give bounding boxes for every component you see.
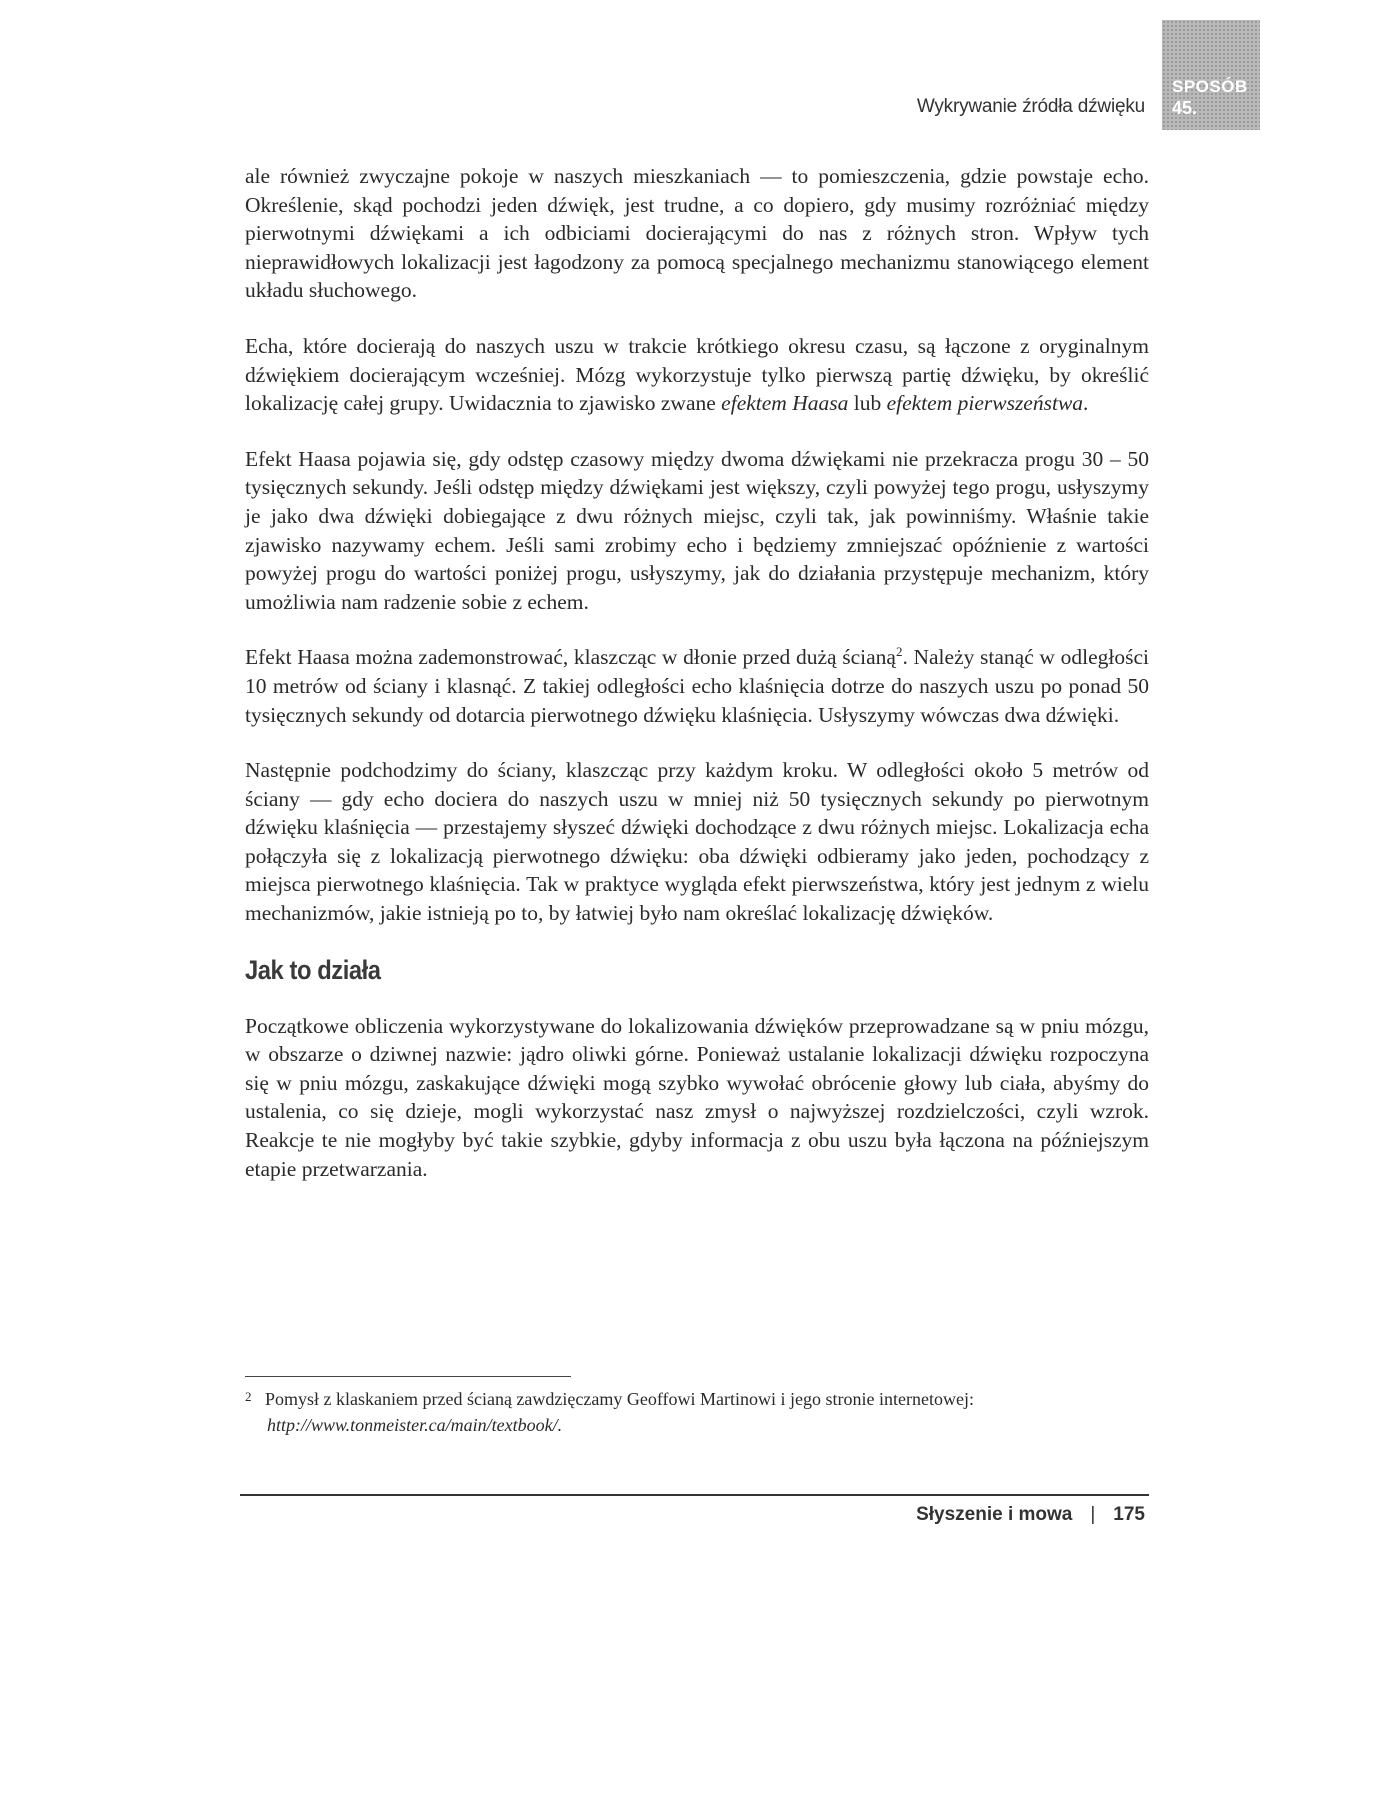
- paragraph-2-text-before: Echa, które docierają do naszych uszu w trakcie krótkiego okresu czasu, są łączone z oryginalnym dźwiękiem docierającym wcześniej. Mózg wykorzystuje tylko pierwszą partię dźwięku, by określić lokalizację całej grupy. Uwidacznia to zjawisko zwane: [245, 333, 1149, 416]
- paragraph-4: [245, 643, 1149, 729]
- footer-divider: [240, 1494, 1149, 1496]
- running-head: Wykrywanie źródła dźwięku: [916, 96, 1145, 117]
- paragraph-2-text-after: .: [1083, 391, 1089, 416]
- term-precedence-effect: efektem pierwszeństwa: [886, 391, 1084, 416]
- footer-separator: |: [1090, 1504, 1096, 1525]
- page-footer: [700, 1504, 1145, 1526]
- section-paragraph: Początkowe obliczenia wykorzystywane do lokalizowania dźwięków przeprowadzane są w pniu mózgu, w obszarze o dziwnej nazwie: jądro oliwki górne. Ponieważ ustalanie lokalizacji dźwięku rozpoczyna się w pniu mózgu, zaskakujące dźwięki mogą szybko wywołać obrócenie głowy lub ciała, abyśmy do ustalenia, co się dzieje, mogli wykorzystać nasz zmysł o najwyższej rozdzielczości, czyli wzrok. Reakcje te nie mogłyby być takie szybkie, gdyby informacja z obu uszu była łączona na późniejszym etapie przetwarzania.: [245, 1013, 1149, 1181]
- footnote-reference[interactable]: 2: [895, 644, 903, 660]
- paragraph-5: Następnie podchodzimy do ściany, klaszcząc przy każdym kroku. W odległości około 5 metrów od ściany — gdy echo dociera do naszych uszu w mniej niż 50 tysięcznych sekundy po pierwotnym dźwięku klaśnięcia — przestajemy słyszeć dźwięki dochodzące z dwu różnych miejsc. Lokalizacja echa połączyła się z lokalizacją pierwotnego dźwięku: oba dźwięki odbieramy jako jeden, pochodzący z miejsca pierwotnego klaśnięcia. Tak w praktyce wygląda efekt pierwszeństwa, który jest jednym z wielu mechanizmów, jakie istnieją po to, by łatwiej było nam określać lokalizację dźwięków.: [245, 758, 1149, 926]
- footnote: [245, 1386, 1149, 1438]
- paragraph-2: [245, 332, 1149, 418]
- badge-label: SPOSÓB: [1172, 77, 1248, 96]
- footnote-divider: [245, 1376, 571, 1377]
- page-number: 175: [1113, 1504, 1145, 1525]
- footnote-url[interactable]: http://www.tonmeister.ca/main/textbook/.: [267, 1415, 563, 1435]
- paragraph-1: ale również zwyczajne pokoje w naszych mieszkaniach — to pomieszczenia, gdzie powstaje echo. Określenie, skąd pochodzi jeden dźwięk, jest trudne, a co dopiero, gdy musimy rozróżniać między pierwotnymi dźwiękami a ich odbiciami docierającymi do nas z różnych stron. Wpływ tych nieprawidłowych lokalizacji jest łagodzony za pomocą specjalnego mechanizmu stanowiącego element układu słuchowego.: [245, 164, 1149, 303]
- term-haas-effect: efektem Haasa: [721, 391, 849, 416]
- footnote-marker: 2: [245, 1389, 252, 1404]
- paragraph-2-text-middle: lub: [848, 391, 887, 416]
- body-text: [245, 162, 1149, 1210]
- paragraph-3: Efekt Haasa pojawia się, gdy odstęp czasowy między dwoma dźwiękami nie przekracza progu 30 – 50 tysięcznych sekundy. Jeśli odstęp między dźwiękami jest większy, czyli powyżej tego progu, usłyszymy je jako dwa dźwięki dobiegające z dwu różnych miejsc, czyli tak, jak powinniśmy. Właśnie takie zjawisko nazywamy echem. Jeśli sami zrobimy echo i będziemy zmniejszać opóźnienie z wartości powyżej progu do wartości poniżej progu, usłyszymy, jak do działania przystępuje mechanizm, który umożliwia nam radzenie sobie z echem.: [245, 446, 1149, 614]
- footer-book-title: Słyszenie i mowa: [916, 1504, 1073, 1525]
- paragraph-4-text-after: . Należy stanąć w odległości 10 metrów od ściany i klasnąć. Z takiej odległości echo klaśnięcia dotrze do naszych uszu po ponad 50 tysięcznych sekundy od dotarcia pierwotnego dźwięku klaśnięcia. Usłyszymy wówczas dwa dźwięki.: [245, 645, 1149, 727]
- chapter-badge: [1162, 20, 1260, 130]
- paragraph-4-text-before: Efekt Haasa można zademonstrować, klaszcząc w dłonie przed dużą ścianą: [245, 645, 896, 670]
- section-heading: Jak to działa: [245, 954, 381, 985]
- badge-number: 45.: [1172, 98, 1198, 118]
- footnote-text: Pomysł z klaskaniem przed ścianą zawdzięczamy Geoffowi Martinowi i jego stronie internetowej:: [265, 1389, 974, 1409]
